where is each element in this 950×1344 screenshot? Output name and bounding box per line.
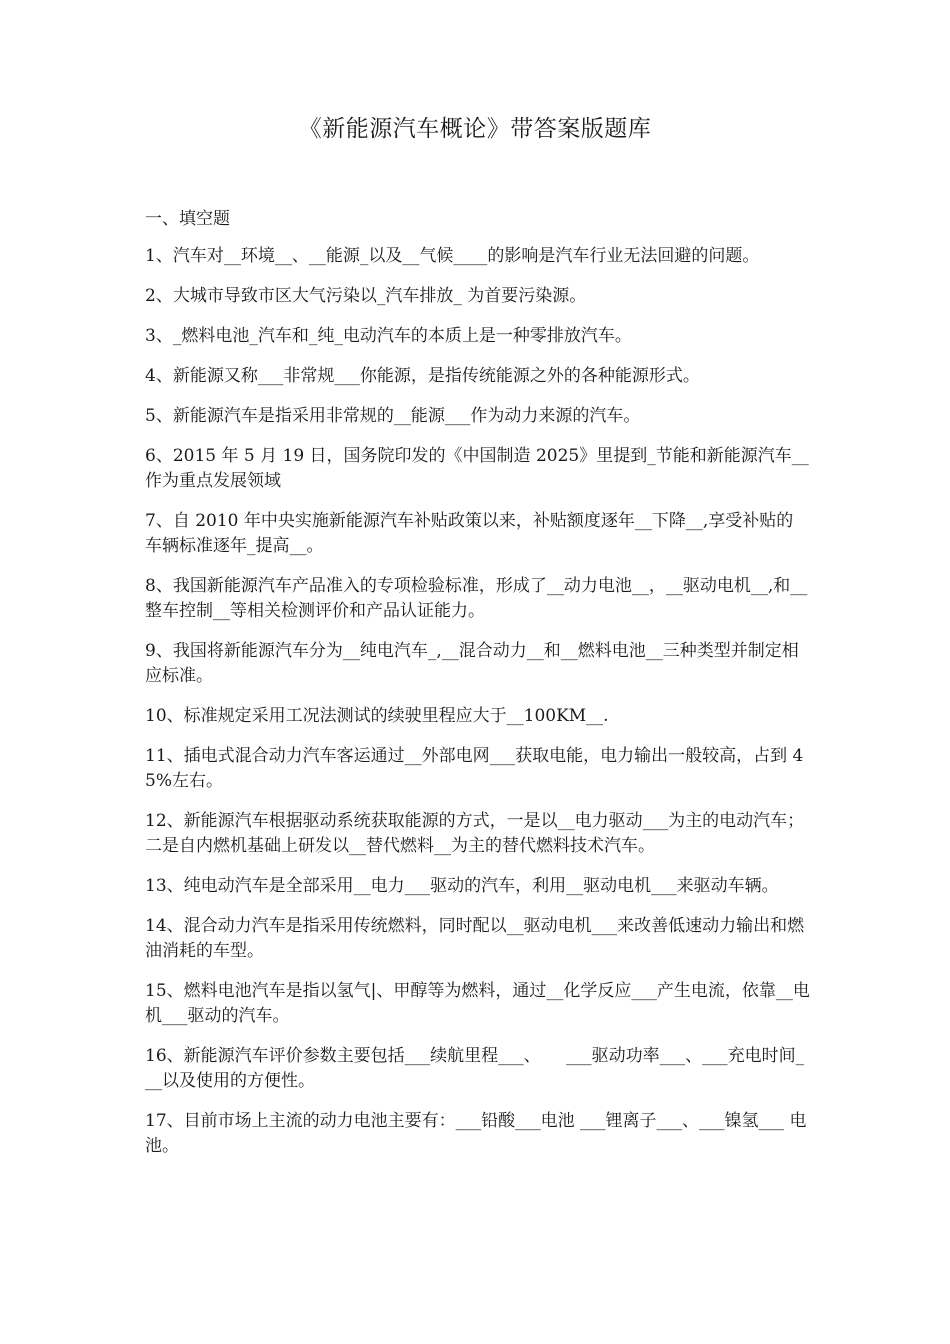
- document-title: 《新能源汽车概论》带答案版题库: [298, 116, 652, 142]
- question-item: 12、新能源汽车根据驱动系统获取能源的方式，一是以__电力驱动___为主的电动汽车；二是自内燃机基础上研发以__替代燃料__为主的替代燃料技术汽车。: [145, 811, 805, 856]
- question-item: 4、新能源又称___非常规___你能源，是指传统能源之外的各种能源形式。: [145, 366, 700, 386]
- question-item: 6、2015 年 5 月 19 日，国务院印发的《中国制造 2025》里提到_节能和新能源汽车__作为重点发展领域: [145, 446, 809, 491]
- question-item: 2、大城市导致市区大气污染以_汽车排放_ 为首要污染源。: [145, 286, 587, 306]
- question-item: 10、标准规定采用工况法测试的续驶里程应大于__100KM__.: [145, 706, 609, 726]
- question-item: 13、纯电动汽车是全部采用__电力___驱动的汽车，利用__驱动电机___来驱动车辆。: [145, 876, 779, 896]
- section-heading: 一、填空题: [145, 209, 230, 229]
- question-item: 7、自 2010 年中央实施新能源汽车补贴政策以来，补贴额度逐年__下降__,享受补贴的车辆标准逐年_提高__。: [145, 511, 794, 556]
- question-item: 9、我国将新能源汽车分为__纯电汽车_,__混合动力__和__燃料电池__三种类型并制定相应标准。: [145, 641, 799, 686]
- question-item: 15、燃料电池汽车是指以氢气|、甲醇等为燃料，通过__化学反应___产生电流，依靠__电机___驱动的汽车。: [145, 981, 810, 1026]
- question-item: 11、插电式混合动力汽车客运通过__外部电网___获取电能，电力输出一般较高，占到 45%左右。: [145, 746, 804, 791]
- question-item: 5、新能源汽车是指采用非常规的__能源___作为动力来源的汽车。: [145, 406, 641, 426]
- question-item: 17、目前市场上主流的动力电池主要有：___铅酸___电池 ___锂离子___、___镍氢___ 电池。: [145, 1111, 807, 1156]
- question-item: 16、新能源汽车评价参数主要包括___续航里程___、 ___驱动功率___、___充电时间___以及使用的方便性。: [145, 1046, 805, 1091]
- question-item: 8、我国新能源汽车产品准入的专项检验标准，形成了__动力电池__，__驱动电机__,和__整车控制__等相关检测评价和产品认证能力。: [145, 576, 808, 621]
- question-item: 3、_燃料电池_汽车和_纯_电动汽车的本质上是一种零排放汽车。: [145, 326, 632, 346]
- question-item: 1、汽车对__环境__、__能源_以及__气候____的影响是汽车行业无法回避的问题。: [145, 246, 760, 266]
- question-list: [145, 244, 810, 1174]
- question-item: 14、混合动力汽车是指采用传统燃料，同时配以__驱动电机___来改善低速动力输出和燃油消耗的车型。: [145, 916, 805, 961]
